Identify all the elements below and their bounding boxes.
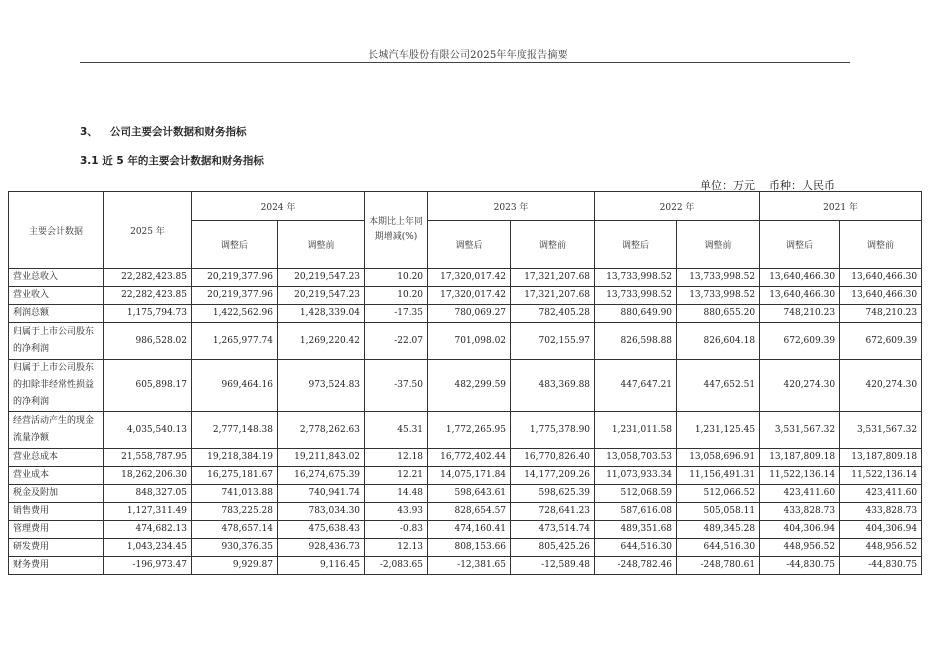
header-2023-adjusted-after: 调整后: [428, 221, 511, 269]
table-cell: 1,428,339.04: [278, 305, 365, 323]
section-number: 3、: [80, 126, 98, 138]
header-2021-adjusted-after: 调整后: [760, 221, 840, 269]
table-cell: 420,274.30: [840, 360, 922, 412]
table-cell: 404,306.94: [760, 521, 840, 539]
table-cell: 404,306.94: [840, 521, 922, 539]
table-cell: -37.50: [365, 360, 428, 412]
table-cell: 16,274,675.39: [278, 467, 365, 485]
table-cell: 4,035,540.13: [104, 412, 192, 449]
table-cell: -248,782.46: [595, 557, 677, 575]
table-cell: 20,219,377.96: [192, 269, 278, 287]
table-cell: 13,187,809.18: [840, 449, 922, 467]
header-year-2024: 2024 年: [192, 192, 365, 221]
table-cell: -0.83: [365, 521, 428, 539]
financial-data-table: [8, 191, 922, 575]
row-label: 归属于上市公司股东的扣除非经常性损益的净利润: [9, 360, 104, 412]
table-cell: -17.35: [365, 305, 428, 323]
table-cell: 3,531,567.32: [760, 412, 840, 449]
row-label: 销售费用: [9, 503, 104, 521]
table-cell: 1,043,234.45: [104, 539, 192, 557]
table-cell: 880,649.90: [595, 305, 677, 323]
table-cell: 969,464.16: [192, 360, 278, 412]
table-cell: 880,655.20: [677, 305, 760, 323]
table-row: [9, 539, 922, 557]
table-cell: 474,682.13: [104, 521, 192, 539]
table-cell: 474,160.41: [428, 521, 511, 539]
table-cell: 11,522,136.14: [760, 467, 840, 485]
table-cell: 447,652.51: [677, 360, 760, 412]
table-cell: 1,231,125.45: [677, 412, 760, 449]
table-cell: 433,828.73: [760, 503, 840, 521]
table-cell: 805,425.26: [511, 539, 595, 557]
table-cell: 605,898.17: [104, 360, 192, 412]
table-cell: -12,589.48: [511, 557, 595, 575]
row-label: 营业收入: [9, 287, 104, 305]
table-cell: 14,177,209.26: [511, 467, 595, 485]
table-cell: -12,381.65: [428, 557, 511, 575]
table-cell: 1,422,562.96: [192, 305, 278, 323]
table-cell: 16,772,402.44: [428, 449, 511, 467]
table-cell: -2,083.65: [365, 557, 428, 575]
table-cell: 12.18: [365, 449, 428, 467]
row-label: 营业总收入: [9, 269, 104, 287]
table-cell: 3,531,567.32: [840, 412, 922, 449]
table-cell: 423,411.60: [840, 485, 922, 503]
table-cell: 13,733,998.52: [677, 287, 760, 305]
header-2022-adjusted-after: 调整后: [595, 221, 677, 269]
table-cell: 826,598.88: [595, 323, 677, 360]
header-year-2023: 2023 年: [428, 192, 595, 221]
table-cell: 43.93: [365, 503, 428, 521]
row-label: 管理费用: [9, 521, 104, 539]
table-cell: 19,218,384.19: [192, 449, 278, 467]
row-label: 归属于上市公司股东的净利润: [9, 323, 104, 360]
table-cell: 783,034.30: [278, 503, 365, 521]
header-divider: [80, 62, 850, 63]
table-cell: 22,282,423.85: [104, 287, 192, 305]
table-cell: 13,733,998.52: [595, 287, 677, 305]
unit-label: 单位：万元: [700, 179, 755, 192]
table-cell: 12.21: [365, 467, 428, 485]
table-cell: 13,733,998.52: [677, 269, 760, 287]
table-cell: 826,604.18: [677, 323, 760, 360]
table-cell: 512,068.59: [595, 485, 677, 503]
table-cell: -44,830.75: [760, 557, 840, 575]
table-cell: 672,609.39: [840, 323, 922, 360]
table-cell: 1,265,977.74: [192, 323, 278, 360]
table-cell: 505,058.11: [677, 503, 760, 521]
table-cell: 17,320,017.42: [428, 269, 511, 287]
table-cell: 473,514.74: [511, 521, 595, 539]
table-row: [9, 323, 922, 360]
row-label: 营业成本: [9, 467, 104, 485]
currency-label: 币种：人民币: [769, 179, 835, 192]
table-cell: 12.13: [365, 539, 428, 557]
table-row: [9, 305, 922, 323]
table-cell: 489,345.28: [677, 521, 760, 539]
table-cell: 1,127,311.49: [104, 503, 192, 521]
table-cell: 748,210.23: [760, 305, 840, 323]
table-row: [9, 449, 922, 467]
table-cell: 420,274.30: [760, 360, 840, 412]
table-cell: 973,524.83: [278, 360, 365, 412]
table-cell: 2,777,148.38: [192, 412, 278, 449]
row-label: 营业总成本: [9, 449, 104, 467]
table-cell: 13,640,466.30: [840, 287, 922, 305]
table-cell: 1,775,378.90: [511, 412, 595, 449]
table-cell: 1,175,794.73: [104, 305, 192, 323]
table-row: [9, 467, 922, 485]
table-cell: 1,269,220.42: [278, 323, 365, 360]
table-cell: 644,516.30: [677, 539, 760, 557]
table-cell: 423,411.60: [760, 485, 840, 503]
table-cell: 16,275,181.67: [192, 467, 278, 485]
table-row: [9, 521, 922, 539]
table-row: [9, 503, 922, 521]
table-cell: 20,219,547.23: [278, 287, 365, 305]
table-body: [9, 269, 922, 575]
table-cell: 2,778,262.63: [278, 412, 365, 449]
section-heading: [80, 124, 247, 139]
table-cell: 16,770,826.40: [511, 449, 595, 467]
table-cell: 482,299.59: [428, 360, 511, 412]
table-cell: 20,219,547.23: [278, 269, 365, 287]
table-cell: 808,153.66: [428, 539, 511, 557]
table-cell: 10.20: [365, 269, 428, 287]
table-cell: 928,436.73: [278, 539, 365, 557]
table-cell: 17,321,207.68: [511, 287, 595, 305]
header-2021-adjusted-before: 调整前: [840, 221, 922, 269]
table-cell: 45.31: [365, 412, 428, 449]
header-metric: 主要会计数据: [9, 192, 104, 269]
table-cell: 587,616.08: [595, 503, 677, 521]
report-header-title: 长城汽车股份有限公司2025年年度报告摘要: [368, 50, 568, 61]
table-cell: 13,640,466.30: [840, 269, 922, 287]
header-2023-adjusted-before: 调整前: [511, 221, 595, 269]
table-cell: 489,351.68: [595, 521, 677, 539]
header-year-2025: 2025 年: [104, 192, 192, 269]
table-cell: 11,073,933.34: [595, 467, 677, 485]
table-cell: 782,405.28: [511, 305, 595, 323]
table-cell: 598,643.61: [428, 485, 511, 503]
table-cell: 433,828.73: [840, 503, 922, 521]
table-cell: 828,654.57: [428, 503, 511, 521]
table-row: [9, 412, 922, 449]
table-cell: 483,369.88: [511, 360, 595, 412]
table-cell: 11,156,491.31: [677, 467, 760, 485]
row-label: 经营活动产生的现金流量净额: [9, 412, 104, 449]
header-2022-adjusted-before: 调整前: [677, 221, 760, 269]
table-cell: 1,772,265.95: [428, 412, 511, 449]
table-cell: 848,327.05: [104, 485, 192, 503]
table-cell: 741,013.88: [192, 485, 278, 503]
row-label: 财务费用: [9, 557, 104, 575]
table-cell: 14.48: [365, 485, 428, 503]
table-cell: 13,058,696.91: [677, 449, 760, 467]
table-cell: 672,609.39: [760, 323, 840, 360]
table-row: [9, 485, 922, 503]
table-cell: -44,830.75: [840, 557, 922, 575]
table-cell: 10.20: [365, 287, 428, 305]
header-yoy-change: 本期比上年同期增减(%): [365, 192, 428, 269]
header-year-2021: 2021 年: [760, 192, 922, 221]
table-cell: 13,187,809.18: [760, 449, 840, 467]
table-cell: 17,321,207.68: [511, 269, 595, 287]
table-cell: -196,973.47: [104, 557, 192, 575]
table-cell: 21,558,787.95: [104, 449, 192, 467]
table-cell: 478,657.14: [192, 521, 278, 539]
header-2024-adjusted-after: 调整后: [192, 221, 278, 269]
table-cell: 748,210.23: [840, 305, 922, 323]
table-cell: 701,098.02: [428, 323, 511, 360]
table-cell: 14,075,171.84: [428, 467, 511, 485]
table-cell: 9,116.45: [278, 557, 365, 575]
subsection-heading: 3.1 近 5 年的主要会计数据和财务指标: [80, 155, 264, 167]
table-row: [9, 287, 922, 305]
table-cell: 13,733,998.52: [595, 269, 677, 287]
row-label: 税金及附加: [9, 485, 104, 503]
table-cell: 598,625.39: [511, 485, 595, 503]
table-cell: 13,640,466.30: [760, 287, 840, 305]
table-row: [9, 269, 922, 287]
table-cell: 20,219,377.96: [192, 287, 278, 305]
table-cell: 986,528.02: [104, 323, 192, 360]
table-cell: 13,058,703.53: [595, 449, 677, 467]
table-cell: 447,647.21: [595, 360, 677, 412]
table-header-row-1: [9, 192, 922, 221]
section-title: 公司主要会计数据和财务指标: [110, 126, 247, 138]
table-cell: 18,262,206.30: [104, 467, 192, 485]
header-2024-adjusted-before: 调整前: [278, 221, 365, 269]
table-cell: 783,225.28: [192, 503, 278, 521]
table-cell: 740,941.74: [278, 485, 365, 503]
table-cell: 475,638.43: [278, 521, 365, 539]
table-cell: 22,282,423.85: [104, 269, 192, 287]
header-year-2022: 2022 年: [595, 192, 760, 221]
table-cell: 644,516.30: [595, 539, 677, 557]
table-cell: 1,231,011.58: [595, 412, 677, 449]
table-cell: -248,780.61: [677, 557, 760, 575]
table-cell: 728,641.23: [511, 503, 595, 521]
row-label: 研发费用: [9, 539, 104, 557]
table-cell: 512,066.52: [677, 485, 760, 503]
row-label: 利润总额: [9, 305, 104, 323]
table-cell: 13,640,466.30: [760, 269, 840, 287]
table-cell: -22.07: [365, 323, 428, 360]
table-cell: 9,929.87: [192, 557, 278, 575]
table-cell: 448,956.52: [760, 539, 840, 557]
table-cell: 19,211,843.02: [278, 449, 365, 467]
table-cell: 17,320,017.42: [428, 287, 511, 305]
table-cell: 780,069.27: [428, 305, 511, 323]
table-cell: 930,376.35: [192, 539, 278, 557]
table-row: [9, 557, 922, 575]
table-row: [9, 360, 922, 412]
table-cell: 702,155.97: [511, 323, 595, 360]
table-cell: 11,522,136.14: [840, 467, 922, 485]
table-cell: 448,956.52: [840, 539, 922, 557]
